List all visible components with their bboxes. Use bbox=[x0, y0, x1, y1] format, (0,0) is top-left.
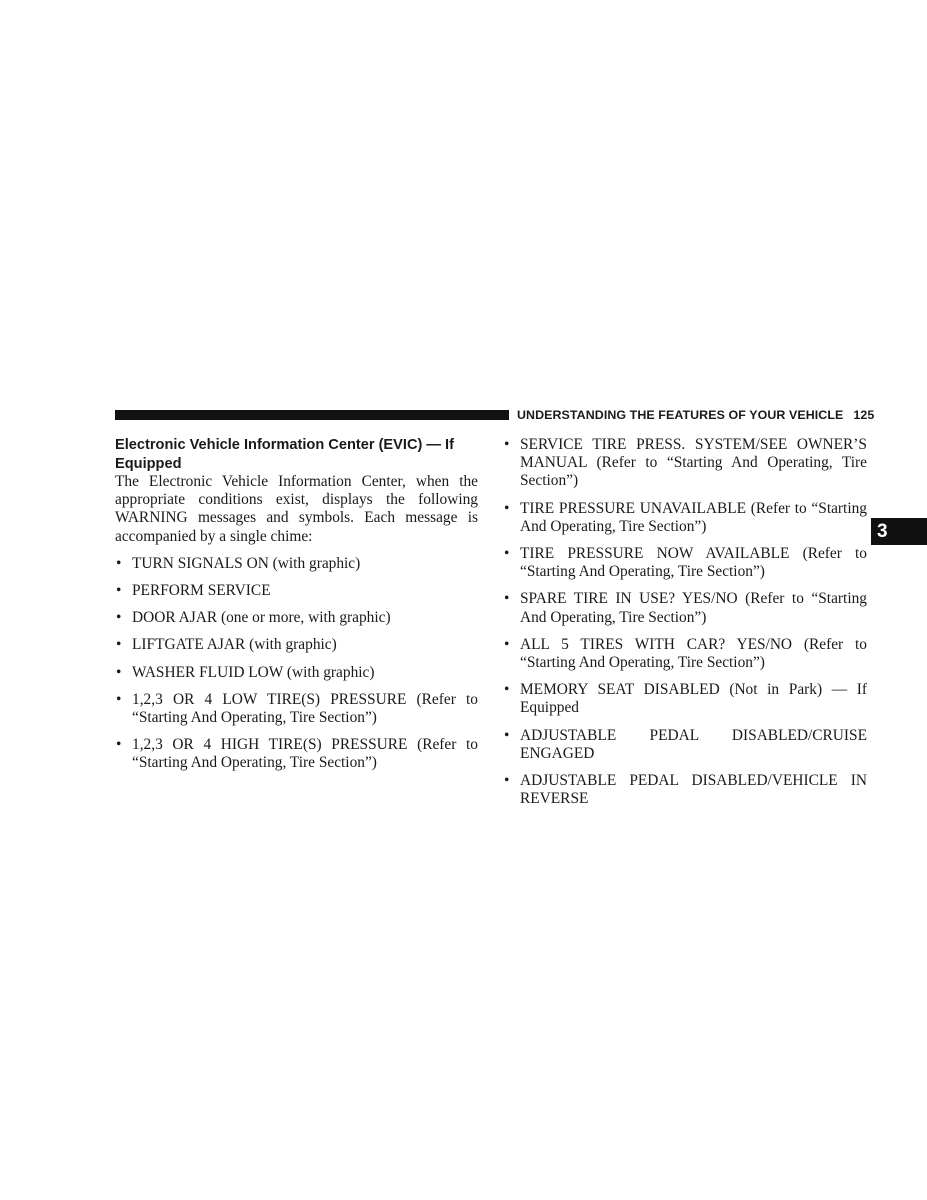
chapter-tab: 3 bbox=[871, 518, 927, 545]
bullet-icon: • bbox=[504, 772, 510, 790]
list-item: • PERFORM SERVICE bbox=[116, 582, 271, 600]
right-column bbox=[503, 436, 867, 817]
bullet-icon: • bbox=[116, 736, 122, 754]
list-item: • SERVICE TIRE PRESS. SYSTEM/SEE OWNER’S MANUAL (Refer to “Starting And Operating, Tire Section”) bbox=[504, 436, 867, 490]
list-item: • ALL 5 TIRES WITH CAR? YES/NO (Refer to “Starting And Operating, Tire Section”) bbox=[504, 635, 867, 672]
warning-message-list-left bbox=[115, 555, 478, 773]
bullet-icon: • bbox=[116, 690, 122, 708]
list-item: • TURN SIGNALS ON (with graphic) bbox=[116, 554, 361, 572]
bullet-icon: • bbox=[504, 499, 510, 517]
intro-paragraph: The Electronic Vehicle Information Center, when the appropriate conditions exist, displays the following WARNING messages and symbols. Each message is accompanied by a single chime: bbox=[115, 473, 478, 545]
bullet-icon: • bbox=[116, 609, 122, 627]
page-number: 125 bbox=[853, 408, 875, 422]
list-item: • TIRE PRESSURE UNAVAILABLE (Refer to “Starting And Operating, Tire Section”) bbox=[504, 499, 867, 535]
list-item: • ADJUSTABLE PEDAL DISABLED/CRUISE ENGAGED bbox=[504, 726, 867, 762]
bullet-icon: • bbox=[504, 590, 510, 608]
list-item: • ADJUSTABLE PEDAL DISABLED/VEHICLE IN REVERSE bbox=[504, 772, 867, 808]
bullet-icon: • bbox=[116, 636, 122, 654]
list-item: • DOOR AJAR (one or more, with graphic) bbox=[116, 609, 391, 627]
bullet-icon: • bbox=[504, 545, 510, 563]
bullet-icon: • bbox=[504, 681, 510, 699]
left-column bbox=[115, 436, 478, 782]
list-item: • 1,2,3 OR 4 HIGH TIRE(S) PRESSURE (Refer to “Starting And Operating, Tire Section”) bbox=[116, 736, 478, 772]
list-item: • WASHER FLUID LOW (with graphic) bbox=[116, 663, 375, 681]
list-item: • LIFTGATE AJAR (with graphic) bbox=[116, 636, 337, 654]
bullet-icon: • bbox=[504, 635, 510, 653]
bullet-icon: • bbox=[116, 663, 122, 681]
bullet-icon: • bbox=[504, 436, 510, 453]
list-item: • 1,2,3 OR 4 LOW TIRE(S) PRESSURE (Refer to “Starting And Operating, Tire Section”) bbox=[116, 690, 478, 727]
bullet-icon: • bbox=[116, 582, 122, 600]
warning-message-list-right bbox=[503, 436, 867, 808]
header-rule-bar bbox=[115, 410, 509, 420]
list-item: • TIRE PRESSURE NOW AVAILABLE (Refer to “Starting And Operating, Tire Section”) bbox=[504, 545, 867, 581]
section-title: UNDERSTANDING THE FEATURES OF YOUR VEHICLE bbox=[517, 408, 844, 422]
running-header bbox=[517, 408, 875, 423]
bullet-icon: • bbox=[116, 554, 122, 572]
bullet-icon: • bbox=[504, 726, 510, 744]
section-heading: Electronic Vehicle Information Center (EVIC) — If Equipped bbox=[115, 437, 454, 472]
list-item: • SPARE TIRE IN USE? YES/NO (Refer to “Starting And Operating, Tire Section”) bbox=[504, 590, 867, 626]
list-item: • MEMORY SEAT DISABLED (Not in Park) — If Equipped bbox=[504, 681, 867, 717]
